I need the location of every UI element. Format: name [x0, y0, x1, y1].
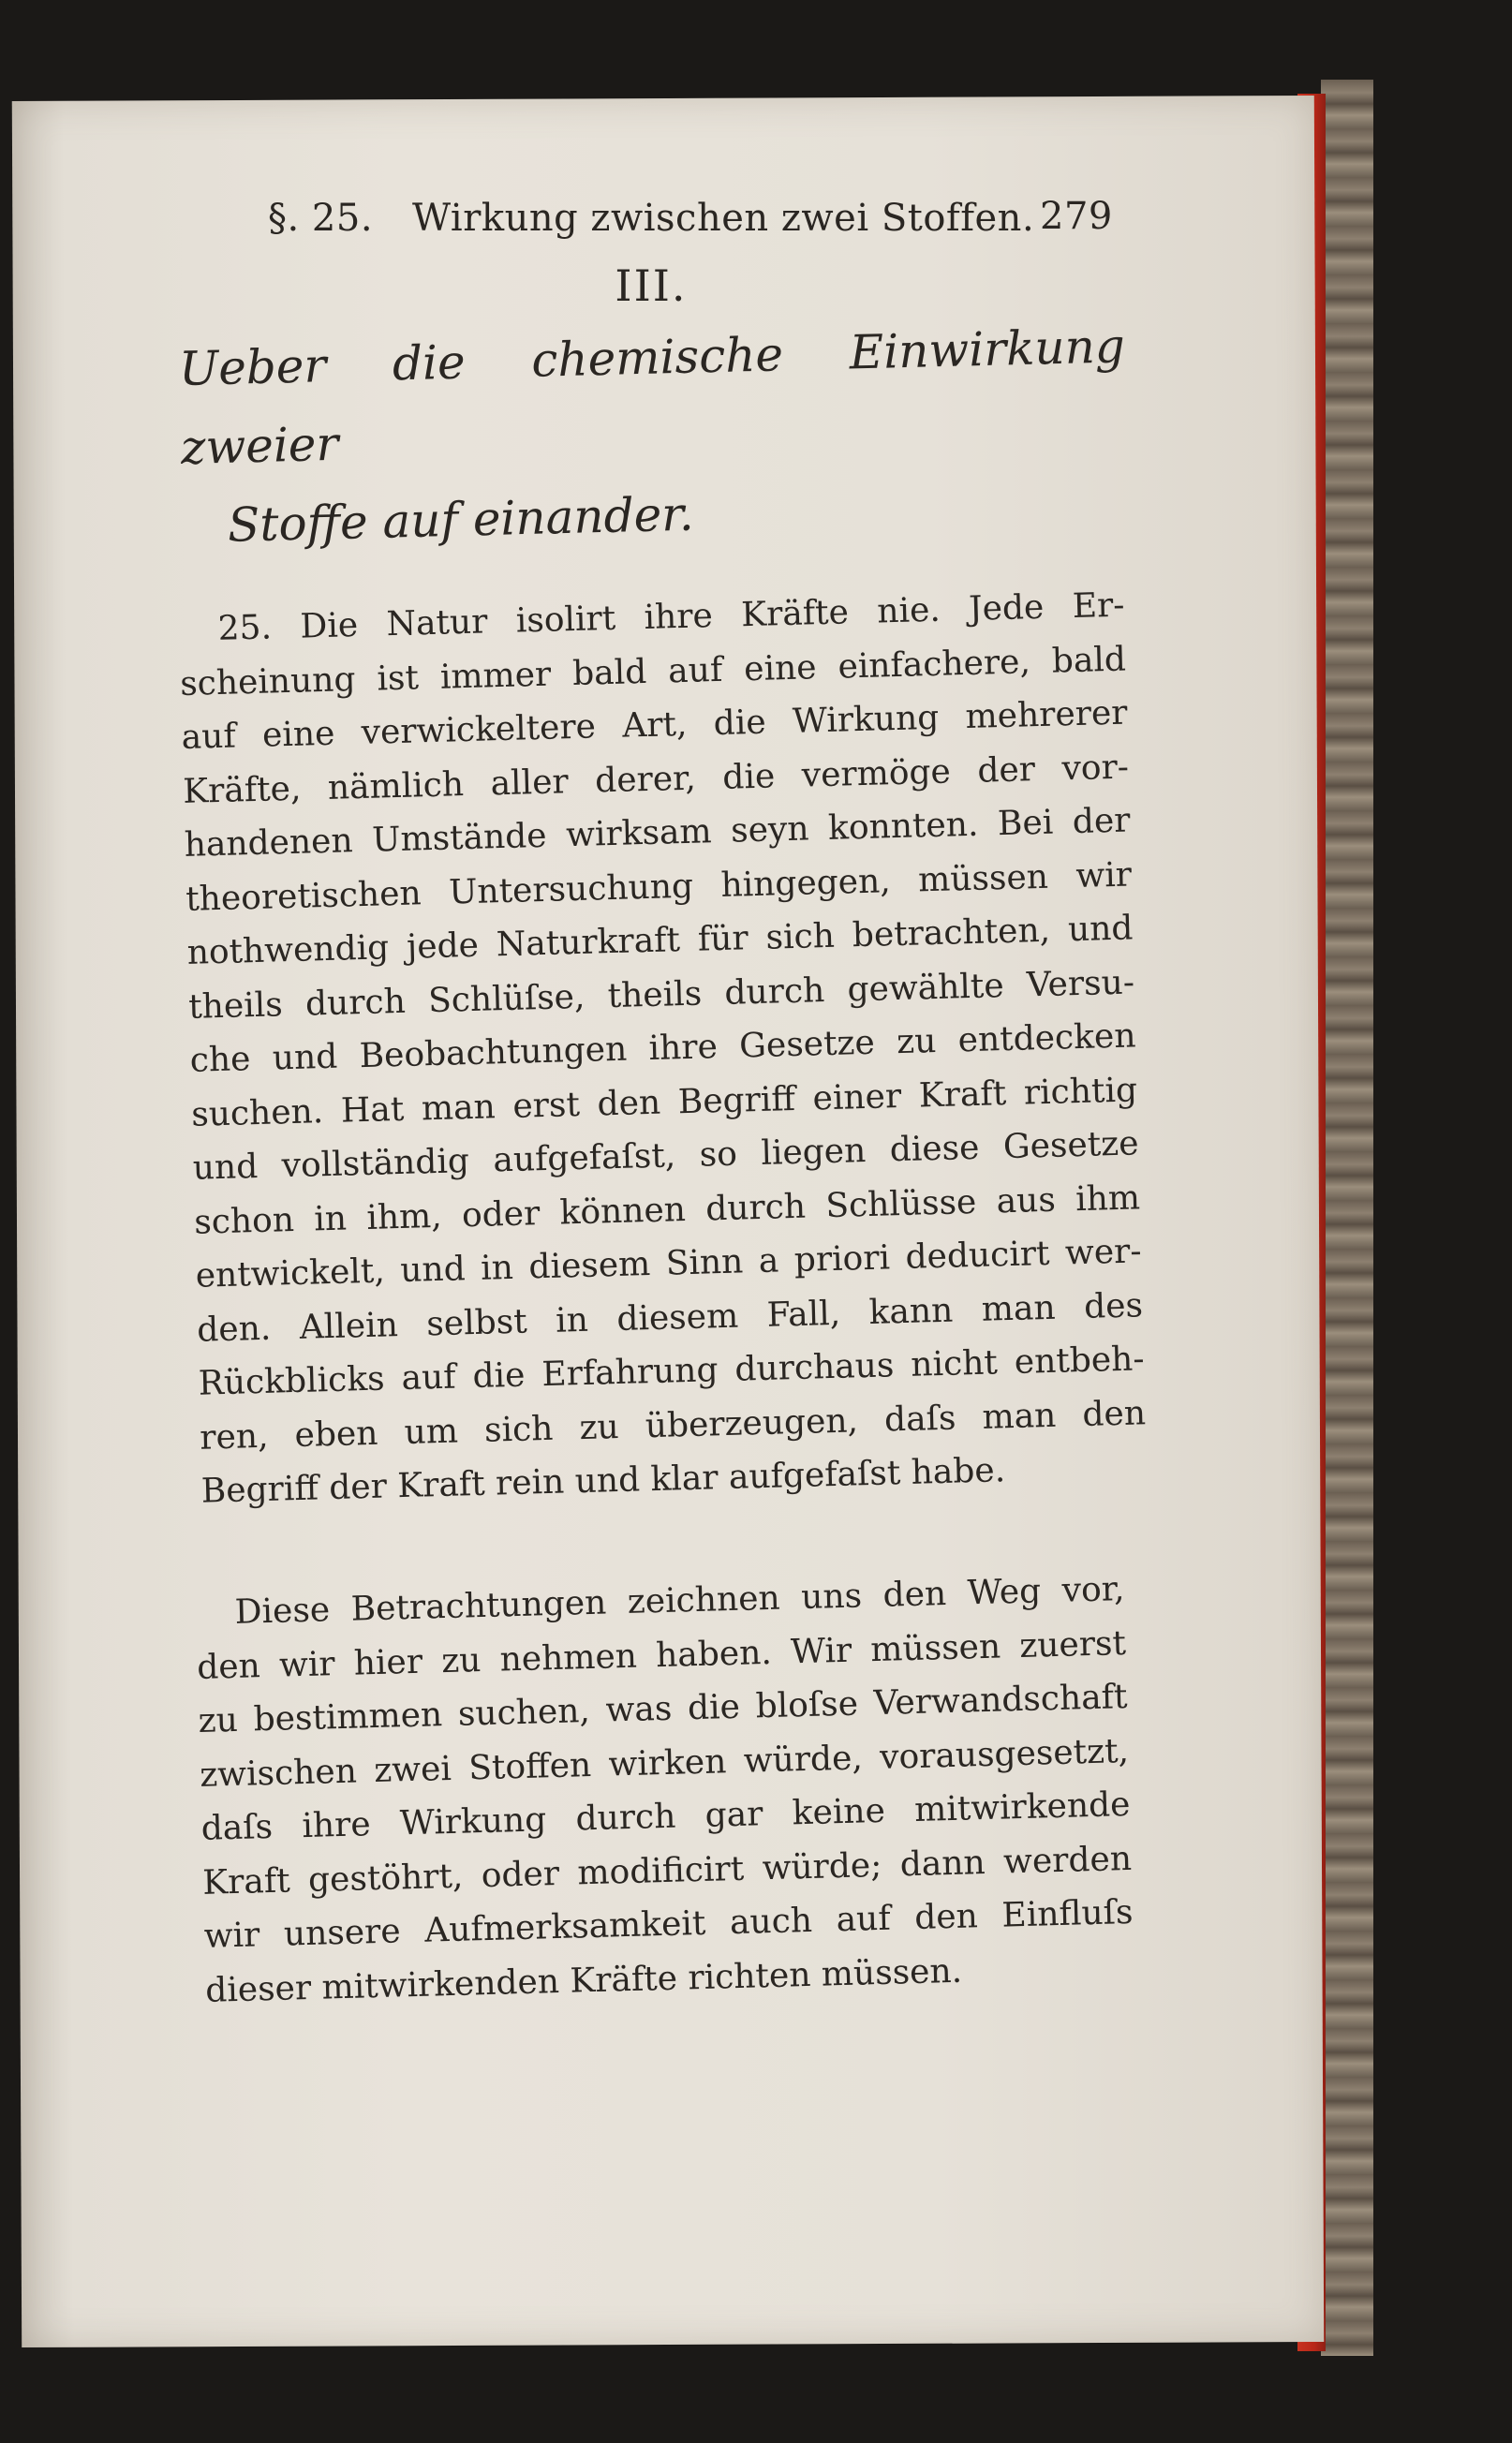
text-line: scheinung ist immer bald auf eine einfachere, bald	[179, 640, 1127, 703]
page-text	[178, 187, 1147, 2018]
text-line: Diese Betrachtungen zeichnen uns den Weg vor,	[234, 1569, 1125, 1632]
text-line: zwischen zwei Stoffen wirken würde, vorausgesetzt,	[199, 1730, 1130, 1794]
text-line: nothwendig jede Naturkraft für sich betrachten, und	[186, 909, 1134, 972]
text-line: Begriff der Kraft rein und klar aufgefaſst habe.	[200, 1451, 1006, 1511]
chapter-number: III.	[615, 260, 688, 311]
chapter-heading	[178, 306, 1130, 566]
text-line: und vollständig aufgefaſst, so liegen diese Gesetze	[192, 1124, 1139, 1188]
section-mark: §. 25.	[268, 197, 374, 240]
heading-line: Stoffe auf einander.	[227, 486, 695, 553]
text-line: 25. Die Natur isolirt ihre Kräfte nie. Jede Er-	[217, 585, 1125, 648]
text-line: wir unsere Aufmerksamkeit auch auf den Einfluſs	[203, 1892, 1134, 1956]
text-line: theoretischen Untersuchung hingegen, müssen wir	[185, 854, 1133, 919]
text-line: entwickelt, und in diesem Sinn a priori deducirt wer-	[195, 1232, 1142, 1296]
text-line: Rückblicks auf die Erfahrung durchaus nicht entbeh-	[198, 1340, 1146, 1403]
text-line: suchen. Hat man erst den Begriff einer Kraft richtig	[190, 1070, 1138, 1134]
heading-line: Ueber die chemische Einwirkung zweier	[178, 318, 1126, 475]
text-line: schon in ihm, oder können durch Schlüsse aus ihm	[193, 1177, 1141, 1242]
text-line: auf eine verwickeltere Art, die Wirkung mehrerer	[181, 693, 1128, 757]
text-line: che und Beobachtungen ihre Gesetze zu entdecken	[189, 1016, 1136, 1080]
page-number: 279	[1040, 195, 1113, 238]
text-line: zu bestimmen suchen, was die bloſse Verwandschaft	[198, 1677, 1128, 1740]
paragraph-1	[178, 579, 1148, 1519]
text-line: theils durch Schlüſse, theils durch gewählte Versu-	[187, 962, 1135, 1027]
text-line: den. Allein selbst in diesem Fall, kann man des	[196, 1285, 1144, 1350]
text-line: handenen Umstände wirksam seyn konnten. Bei der	[184, 801, 1131, 865]
text-line: Kraft gestöhrt, oder modificirt würde; dann werden	[201, 1838, 1133, 1902]
running-title: Wirkung zwischen zwei Stoffen.	[412, 197, 1035, 240]
text-line: Kräfte, nämlich aller derer, die vermöge der vor-	[182, 747, 1130, 811]
text-line: den wir hier zu nehmen haben. Wir müssen zuerst	[196, 1623, 1127, 1686]
paragraph-2	[195, 1562, 1135, 2018]
text-line: ren, eben um sich zu überzeugen, daſs man den	[199, 1393, 1147, 1458]
running-head	[178, 187, 1124, 253]
text-line: daſs ihre Wirkung durch gar keine mitwirkende	[200, 1784, 1131, 1848]
book-spine	[1321, 80, 1373, 2356]
text-line: dieser mitwirkenden Kräfte richten müssen.	[204, 1950, 963, 2009]
